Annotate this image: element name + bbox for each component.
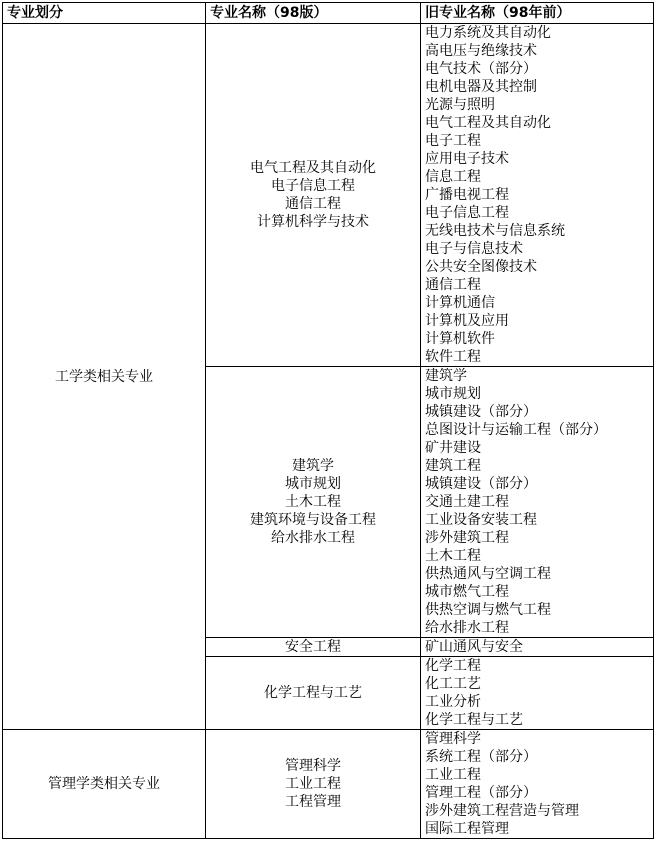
- old-major-name: 广播电视工程: [425, 187, 509, 203]
- header-row: [3, 3, 654, 24]
- old-major-name: 国际工程管理: [425, 821, 509, 837]
- major-98-name: 安全工程: [285, 639, 341, 655]
- major-98-name: 电子信息工程: [271, 178, 355, 194]
- old-major-name: 矿井建设: [425, 440, 481, 456]
- header-category: 专业划分: [3, 3, 206, 24]
- old-major-name: 供热通风与空调工程: [425, 566, 551, 582]
- header-major-98: 专业名称（98版）: [206, 3, 421, 24]
- old-major-name: 化学工程: [425, 658, 481, 674]
- old-major-name: 给水排水工程: [425, 620, 509, 636]
- old-major-name: 交通土建工程: [425, 494, 509, 510]
- category-cell: 管理学类相关专业: [3, 730, 206, 839]
- old-major-name: 电机电器及其控制: [425, 79, 537, 95]
- old-major-name: 建筑学: [425, 368, 467, 384]
- major-98-name: 工程管理: [285, 794, 341, 810]
- old-major-cell: [421, 730, 654, 839]
- old-major-name: 电气技术（部分）: [425, 61, 537, 77]
- old-major-name: 计算机通信: [425, 295, 495, 311]
- old-major-name: 城镇建设（部分）: [425, 404, 537, 420]
- major-98-name: 管理科学: [285, 758, 341, 774]
- old-major-name: 矿山通风与安全: [425, 639, 523, 655]
- major-98-cell: [206, 730, 421, 839]
- old-major-name: 工业设备安装工程: [425, 512, 537, 528]
- table-row: [3, 24, 654, 367]
- old-major-name: 化工工艺: [425, 676, 481, 692]
- major-98-name: 土木工程: [285, 494, 341, 510]
- old-major-name: 涉外建筑工程: [425, 530, 509, 546]
- major-98-name: 计算机科学与技术: [257, 214, 369, 230]
- major-98-name: 电气工程及其自动化: [250, 160, 376, 176]
- old-major-name: 通信工程: [425, 277, 481, 293]
- old-major-name: 系统工程（部分）: [425, 749, 537, 765]
- old-major-name: 电子信息工程: [425, 205, 509, 221]
- old-major-name: 建筑工程: [425, 458, 481, 474]
- old-major-name: 电子工程: [425, 133, 481, 149]
- old-major-name: 计算机及应用: [425, 313, 509, 329]
- old-major-name: 城镇建设（部分）: [425, 476, 537, 492]
- old-major-name: 无线电技术与信息系统: [425, 223, 565, 239]
- major-mapping-table: [2, 2, 654, 839]
- major-98-cell: [206, 657, 421, 730]
- old-major-name: 涉外建筑工程营造与管理: [425, 803, 579, 819]
- old-major-cell: [421, 657, 654, 730]
- old-major-cell: [421, 638, 654, 657]
- old-major-name: 总图设计与运输工程（部分）: [425, 422, 607, 438]
- old-major-cell: [421, 367, 654, 638]
- old-major-name: 光源与照明: [425, 97, 495, 113]
- old-major-name: 工业分析: [425, 694, 481, 710]
- old-major-name: 应用电子技术: [425, 151, 509, 167]
- old-major-name: 工业工程: [425, 767, 481, 783]
- category-cell: 工学类相关专业: [3, 24, 206, 730]
- old-major-name: 城市规划: [425, 386, 481, 402]
- major-98-cell: [206, 367, 421, 638]
- old-major-name: 电子与信息技术: [425, 241, 523, 257]
- old-major-name: 管理科学: [425, 731, 481, 747]
- old-major-name: 供热空调与燃气工程: [425, 602, 551, 618]
- old-major-name: 管理工程（部分）: [425, 785, 537, 801]
- major-98-cell: [206, 24, 421, 367]
- major-98-name: 城市规划: [285, 476, 341, 492]
- major-98-cell: [206, 638, 421, 657]
- major-98-name: 化学工程与工艺: [264, 685, 362, 701]
- major-98-name: 工业工程: [285, 776, 341, 792]
- old-major-name: 电力系统及其自动化: [425, 25, 551, 41]
- old-major-name: 土木工程: [425, 548, 481, 564]
- old-major-name: 电气工程及其自动化: [425, 115, 551, 131]
- old-major-name: 城市燃气工程: [425, 584, 509, 600]
- major-98-name: 给水排水工程: [271, 530, 355, 546]
- header-old-major: 旧专业名称（98年前）: [421, 3, 654, 24]
- old-major-name: 高电压与绝缘技术: [425, 43, 537, 59]
- old-major-name: 化学工程与工艺: [425, 712, 523, 728]
- old-major-name: 计算机软件: [425, 331, 495, 347]
- old-major-name: 信息工程: [425, 169, 481, 185]
- old-major-cell: [421, 24, 654, 367]
- table-row: [3, 730, 654, 839]
- major-98-name: 通信工程: [285, 196, 341, 212]
- old-major-name: 公共安全图像技术: [425, 259, 537, 275]
- major-98-name: 建筑环境与设备工程: [250, 512, 376, 528]
- old-major-name: 软件工程: [425, 349, 481, 365]
- major-98-name: 建筑学: [292, 458, 334, 474]
